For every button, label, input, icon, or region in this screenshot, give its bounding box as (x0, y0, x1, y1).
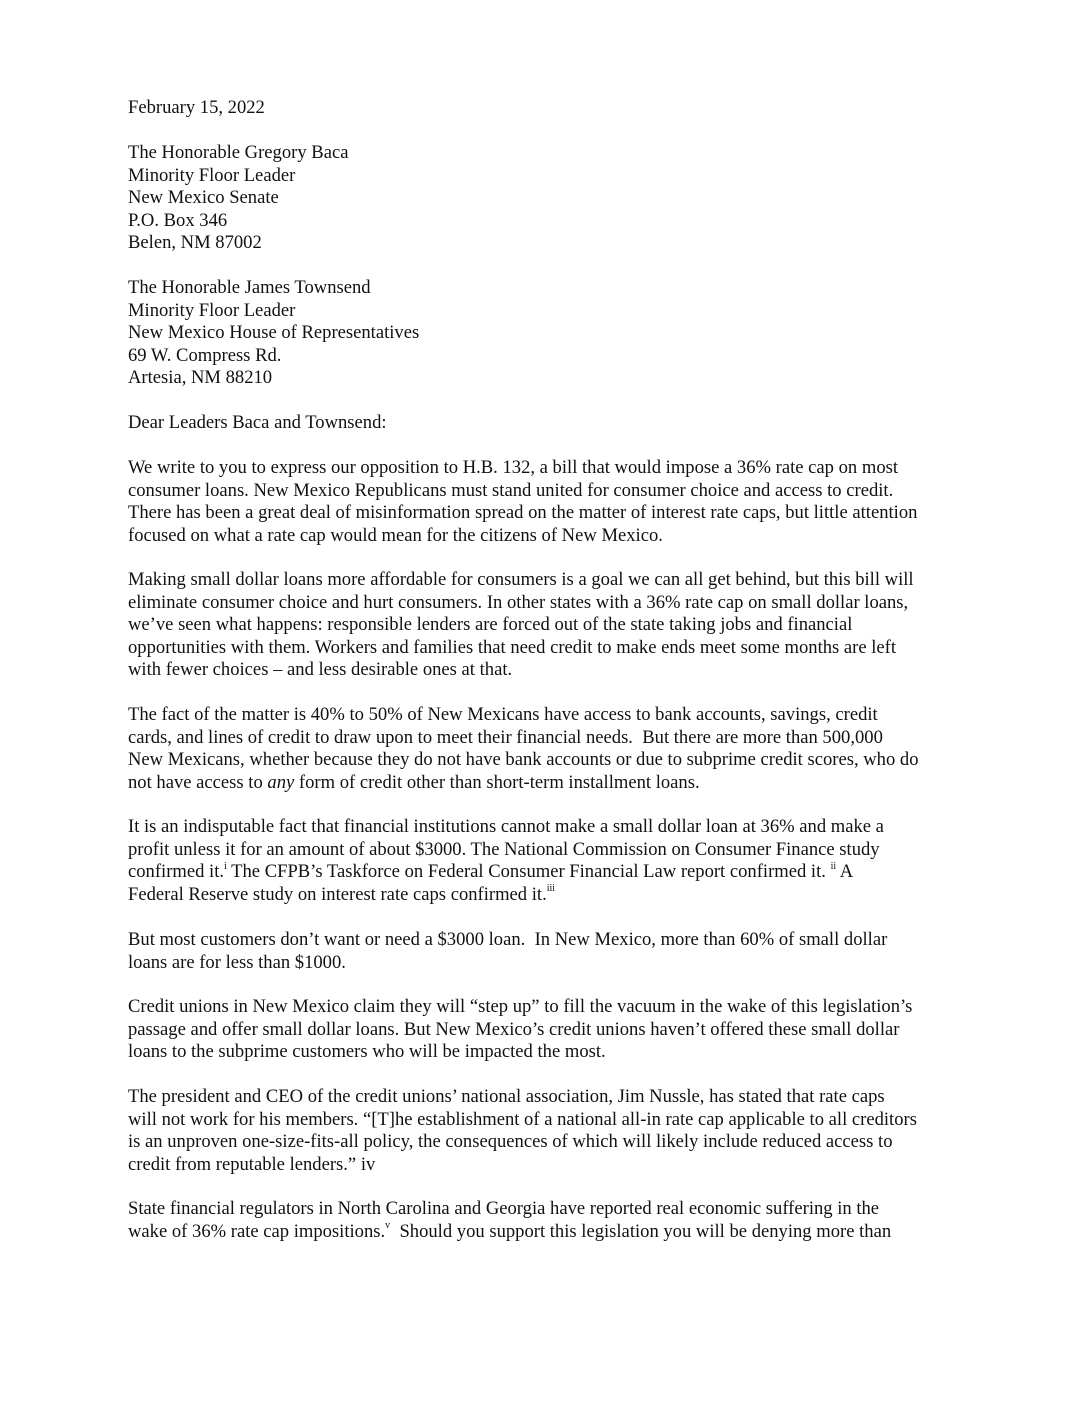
text-run: wake of 36% rate cap impositions. (128, 1220, 386, 1242)
recipient-1-line: Minority Floor Leader (128, 164, 296, 186)
letter-date: February 15, 2022 (128, 97, 265, 118)
paragraph-line: Credit unions in New Mexico claim they will “step up” to fill the vacuum in the wake of this legislation’s (128, 996, 913, 1017)
text-run: form of credit other than short-term installment loans. (294, 771, 700, 793)
text-run: Federal Reserve study on interest rate caps confirmed it. (128, 883, 547, 905)
text-run: Should you support this legislation you will be denying more than (390, 1220, 892, 1242)
recipient-2-line: 69 W. Compress Rd. (128, 344, 282, 366)
recipient-2-line: Artesia, NM 88210 (128, 367, 273, 388)
footnote-ref-ii[interactable]: ii (830, 860, 837, 872)
paragraph-line: consumer loans. New Mexico Republicans must stand united for consumer choice and access to credit. (128, 479, 894, 501)
text-run: The CFPB’s Taskforce on Federal Consumer Financial Law report confirmed it. (226, 861, 831, 882)
text-run: confirmed it. (128, 861, 225, 882)
paragraph-line: profit unless it for an amount of about $3000. The National Commission on Consumer Finance study (128, 838, 880, 860)
recipient-2-line: New Mexico House of Representatives (128, 322, 420, 343)
paragraph-line: passage and offer small dollar loans. But New Mexico’s credit unions haven’t offered these small dollar (128, 1018, 900, 1040)
text-run: not have access to (128, 771, 268, 793)
paragraph-line: New Mexicans, whether because they do not have bank accounts or due to subprime credit scores, who do (128, 749, 919, 770)
paragraph-line: will not work for his members. “[T]he establishment of a national all-in rate cap applicable to all creditors (128, 1108, 917, 1130)
paragraph-line (128, 884, 555, 907)
recipient-2-line: Minority Floor Leader (128, 299, 296, 321)
paragraph-line: opportunities with them. Workers and families that need credit to make ends meet some months are left (128, 636, 897, 658)
paragraph-line: cards, and lines of credit to draw upon to meet their financial needs. But there are more than 500,000 (128, 726, 883, 748)
paragraph-line: is an unproven one-size-fits-all policy, the consequences of which will likely include reduced access to (128, 1131, 893, 1152)
recipient-1-line: P.O. Box 346 (128, 209, 228, 231)
recipient-1-line: The Honorable Gregory Baca (128, 142, 349, 163)
paragraph-line: We write to you to express our opposition to H.B. 132, a bill that would impose a 36% rate cap on most (128, 457, 899, 478)
footnote-ref-iii[interactable]: iii (546, 883, 556, 895)
recipient-2-line: The Honorable James Townsend (128, 277, 371, 298)
paragraph-line: loans to the subprime customers who will be impacted the most. (128, 1041, 606, 1062)
paragraph-line: with fewer choices – and less desirable ones at that. (128, 659, 513, 680)
paragraph-line: State financial regulators in North Carolina and Georgia have reported real economic suffering in the (128, 1198, 880, 1219)
paragraph-line: There has been a great deal of misinformation spread on the matter of interest rate caps, but little attention (128, 502, 918, 523)
emphasis-any: any (267, 771, 295, 793)
paragraph-line: Making small dollar loans more affordable for consumers is a goal we can all get behind, but this bill will (128, 569, 914, 590)
salutation: Dear Leaders Baca and Townsend: (128, 412, 387, 433)
paragraph-line: credit from reputable lenders.” iv (128, 1153, 376, 1175)
recipient-1-line: Belen, NM 87002 (128, 232, 262, 253)
paragraph-line: But most customers don’t want or need a $3000 loan. In New Mexico, more than 60% of small dollar (128, 929, 888, 950)
footnote-ref-v[interactable]: v (385, 1220, 391, 1232)
footnote-ref-i[interactable]: i (224, 860, 227, 872)
text-run: A (836, 861, 854, 882)
paragraph-line: we’ve seen what happens: responsible lenders are forced out of the state taking jobs and financial (128, 614, 853, 635)
paragraph-line: The president and CEO of the credit unions’ national association, Jim Nussle, has stated that rate caps (128, 1086, 885, 1107)
paragraph-line: eliminate consumer choice and hurt consumers. In other states with a 36% rate cap on small dollar loans, (128, 591, 909, 613)
paragraph-line: focused on what a rate cap would mean for the citizens of New Mexico. (128, 524, 663, 546)
paragraph-line: loans are for less than $1000. (128, 951, 346, 973)
paragraph-line: It is an indisputable fact that financial institutions cannot make a small dollar loan at 36% and make a (128, 816, 884, 837)
paragraph-line (128, 861, 853, 884)
paragraph-line (128, 772, 700, 795)
recipient-1-line: New Mexico Senate (128, 187, 279, 208)
paragraph-line: The fact of the matter is 40% to 50% of New Mexicans have access to bank accounts, savings, credit (128, 704, 878, 725)
paragraph-line (128, 1221, 891, 1244)
